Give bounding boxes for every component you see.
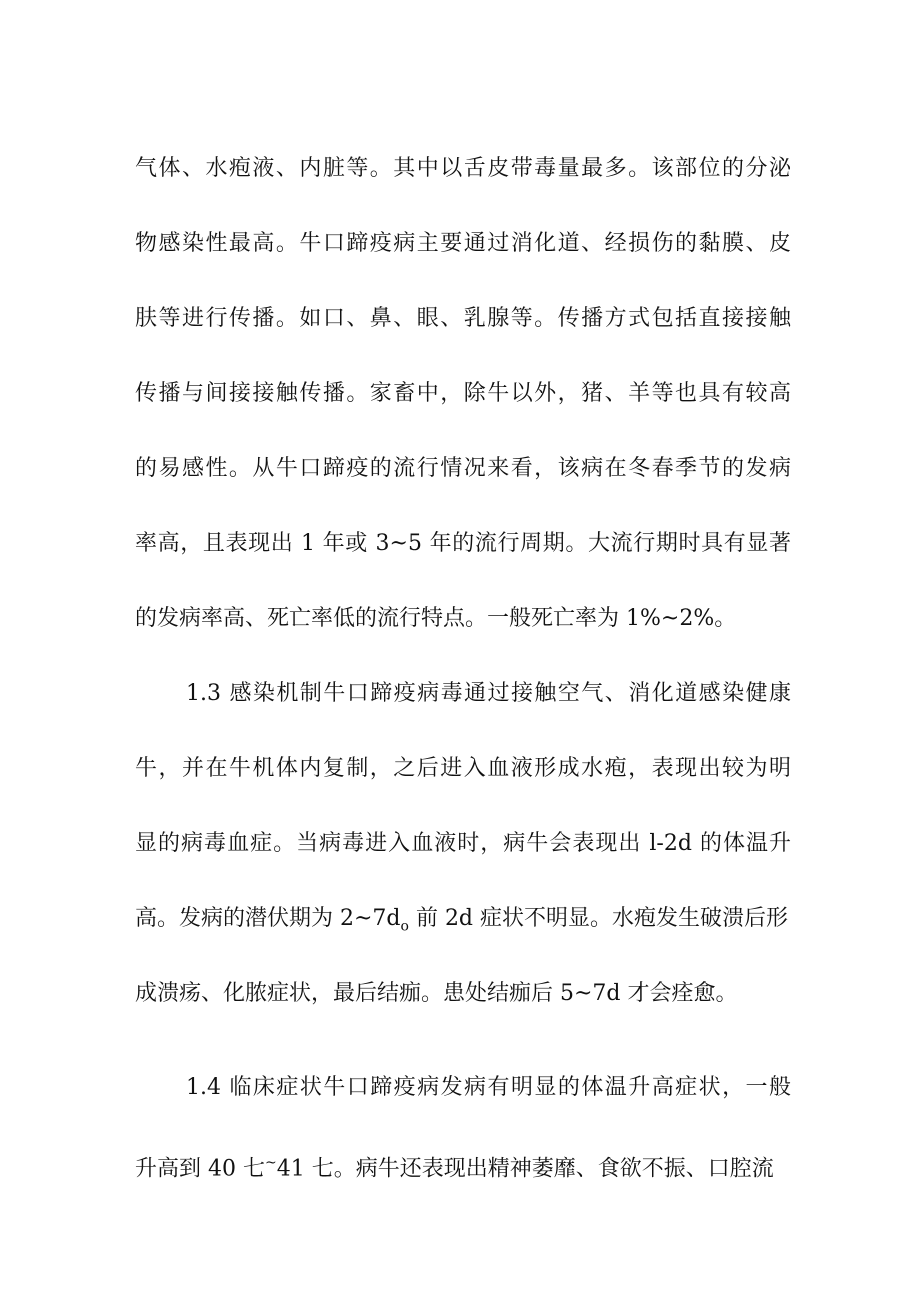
paragraph-line bbox=[135, 1145, 791, 1181]
paragraph-line: 率高，且表现出 1 年或 3~5 年的流行周期。大流行期时具有显著 bbox=[135, 531, 791, 556]
superscript-tilde: ~ bbox=[264, 1155, 277, 1171]
paragraph-line: 肤等进行传播。如口、鼻、眼、乳腺等。传播方式包括直接接触 bbox=[135, 306, 791, 331]
paragraph-line bbox=[135, 901, 791, 937]
subscript-o: o bbox=[400, 918, 409, 935]
paragraph-line: 气体、水疱液、内脏等。其中以舌皮带毒量最多。该部位的分泌 bbox=[135, 156, 791, 181]
line-segment: 升高到 40 七 bbox=[135, 1156, 265, 1181]
paragraph-line: 物感染性最高。牛口蹄疫病主要通过消化道、经损伤的黏膜、皮 bbox=[135, 231, 791, 256]
paragraph-line: 的易感性。从牛口蹄疫的流行情况来看，该病在冬春季节的发病 bbox=[135, 456, 791, 481]
paragraph-line: 牛，并在牛机体内复制，之后进入血液形成水疱，表现出较为明 bbox=[135, 756, 791, 781]
section-heading-line: 1.3 感染机制牛口蹄疫病毒通过接触空气、消化道感染健康 bbox=[186, 681, 791, 706]
paragraph-line: 的发病率高、死亡率低的流行特点。一般死亡率为 1%~2%。 bbox=[135, 606, 737, 631]
paragraph-line: 传播与间接接触传播。家畜中，除牛以外，猪、羊等也具有较高 bbox=[135, 381, 791, 406]
line-segment: 前 2d 症状不明显。水疱发生破溃后形 bbox=[408, 906, 789, 931]
paragraph-line: 显的病毒血症。当病毒进入血液时，病牛会表现出 l-2d 的体温升 bbox=[135, 831, 791, 856]
section-heading-line: 1.4 临床症状牛口蹄疫病发病有明显的体温升高症状，一般 bbox=[186, 1075, 791, 1100]
line-segment: 高。发病的潜伏期为 2~7d bbox=[135, 906, 401, 931]
paragraph-line: 成溃疡、化脓症状，最后结痂。患处结痂后 5~7d 才会痊愈。 bbox=[135, 981, 738, 1006]
line-segment: 41 七。病牛还表现出精神萎靡、食欲不振、口腔流 bbox=[276, 1156, 774, 1181]
